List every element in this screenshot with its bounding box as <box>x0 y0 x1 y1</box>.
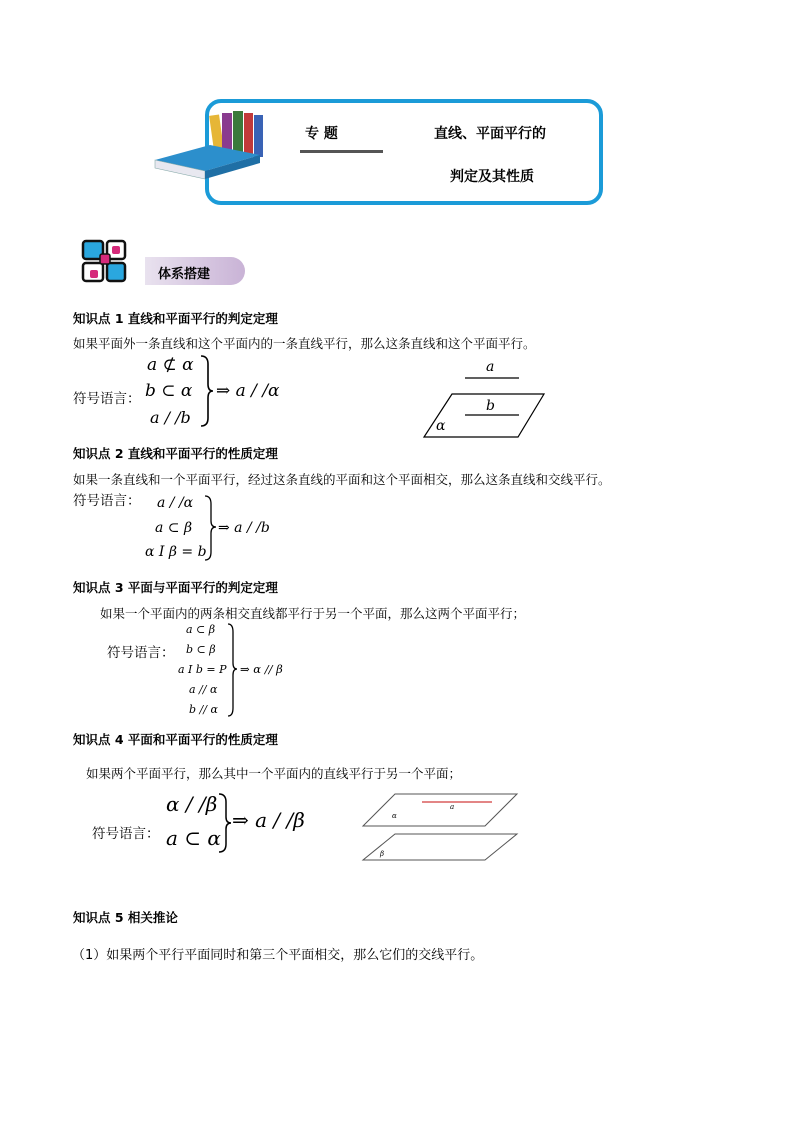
kp2-cond3: α I β = b <box>145 544 207 560</box>
kp1-cond3: a / /b <box>150 408 191 427</box>
kp3-text: 如果一个平面内的两条相交直线都平行于另一个平面，那么这两个平面平行； <box>100 606 526 621</box>
kp3-cond5: b // α <box>189 703 218 716</box>
kp3-cond1: a ⊂ β <box>186 623 216 636</box>
books-icon <box>150 105 280 185</box>
kp1-symbol-label: 符号语言： <box>73 391 141 407</box>
kp4-fig-alpha: α <box>392 812 397 820</box>
squares-icon <box>80 238 130 286</box>
kp4-cond1: α / /β <box>166 792 218 816</box>
kp2-cond1: a / /α <box>157 495 194 511</box>
kp4-text: 如果两个平面平行，那么其中一个平面内的直线平行于另一个平面； <box>86 766 462 781</box>
kp1-title: 知识点 1 直线和平面平行的判定定理 <box>73 311 278 326</box>
kp1-cond2: b ⊂ α <box>145 381 193 401</box>
section-label: 体系搭建 <box>158 267 211 282</box>
kp4-fig-beta: β <box>380 850 385 858</box>
kp1-fig-alpha: α <box>436 418 446 434</box>
kp2-result: ⇒ a / /b <box>218 520 270 536</box>
kp3-result: ⇒ α // β <box>240 662 283 676</box>
topic-label: 专 题 <box>305 126 338 142</box>
kp3-cond2: b ⊂ β <box>186 643 216 656</box>
kp5-item1: （1）如果两个平行平面同时和第三个平面相交，那么它们的交线平行。 <box>72 948 484 963</box>
kp5-title: 知识点 5 相关推论 <box>73 910 178 925</box>
kp3-cond4: a // α <box>189 683 218 696</box>
kp1-text: 如果平面外一条直线和这个平面内的一条直线平行，那么这条直线和这个平面平行。 <box>73 336 536 351</box>
kp3-title: 知识点 3 平面与平面平行的判定定理 <box>73 580 278 595</box>
topic-title-line2: 判定及其性质 <box>450 169 534 185</box>
kp1-cond1: a ⊄ α <box>147 355 194 375</box>
kp4-result: ⇒ a / /β <box>232 808 305 832</box>
kp3-brace <box>225 622 239 718</box>
kp4-brace <box>216 792 232 854</box>
kp1-brace <box>198 354 214 428</box>
kp1-fig-a: a <box>486 359 495 375</box>
kp1-fig-b: b <box>486 398 495 414</box>
kp4-title: 知识点 4 平面和平面平行的性质定理 <box>73 732 278 747</box>
kp4-symbol-label: 符号语言： <box>92 826 160 842</box>
kp2-title: 知识点 2 直线和平面平行的性质定理 <box>73 446 278 461</box>
kp2-brace <box>202 494 218 562</box>
kp2-cond2: a ⊂ β <box>155 520 193 536</box>
kp2-text: 如果一条直线和一个平面平行，经过这条直线的平面和这个平面相交，那么这条直线和交线平行。 <box>73 472 611 487</box>
kp3-symbol-label: 符号语言： <box>107 645 175 661</box>
kp4-fig-a: a <box>450 803 455 811</box>
topic-title-line1: 直线、平面平行的 <box>434 126 546 142</box>
kp3-cond3: a I b = P <box>178 663 227 676</box>
kp2-symbol-label: 符号语言： <box>73 493 141 509</box>
kp1-result: ⇒ a / /α <box>216 381 280 401</box>
topic-underline <box>300 150 383 153</box>
kp4-cond2: a ⊂ α <box>166 826 221 850</box>
